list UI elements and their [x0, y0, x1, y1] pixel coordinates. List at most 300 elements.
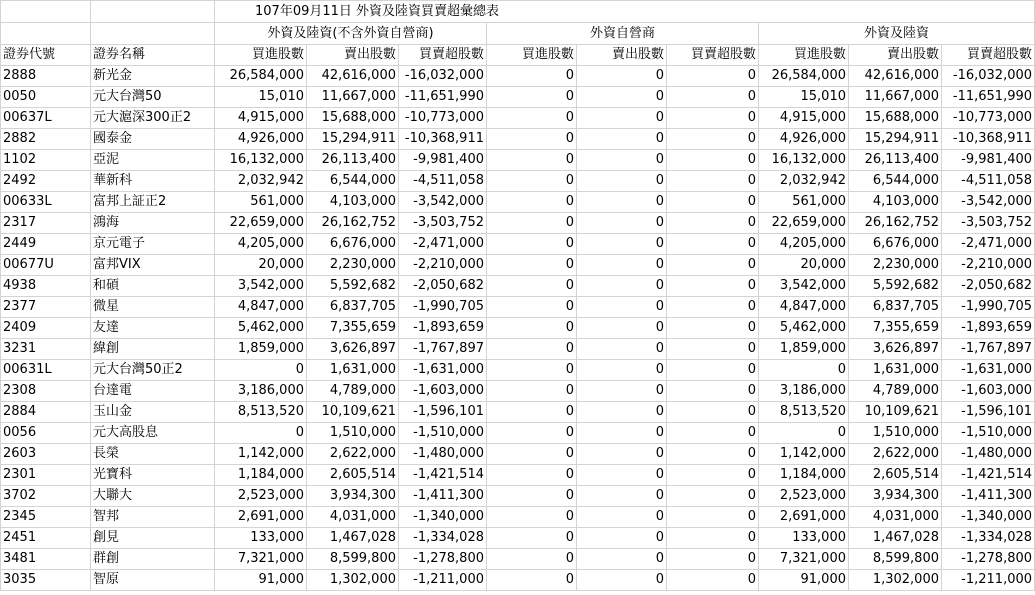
value-cell: -3,542,000 [942, 192, 1035, 213]
value-cell: -1,278,800 [942, 549, 1035, 570]
value-cell: 15,294,911 [307, 129, 399, 150]
stock-code-cell: 2345 [1, 507, 91, 528]
blank-cell [91, 1, 215, 23]
value-cell: 0 [667, 297, 759, 318]
value-cell: -1,767,897 [399, 339, 487, 360]
value-cell: -1,631,000 [942, 360, 1035, 381]
value-cell: 0 [667, 423, 759, 444]
stock-code-cell: 3702 [1, 486, 91, 507]
value-cell: 0 [667, 339, 759, 360]
value-cell: 0 [577, 276, 667, 297]
stock-code-cell: 3035 [1, 570, 91, 591]
value-cell: 0 [487, 360, 577, 381]
value-cell: 133,000 [759, 528, 849, 549]
value-cell: 0 [577, 255, 667, 276]
value-cell: -1,510,000 [942, 423, 1035, 444]
table-row [1, 150, 1035, 171]
stock-name-cell: 富邦VIX [91, 255, 215, 276]
value-cell: 42,616,000 [307, 66, 399, 87]
value-cell: -2,050,682 [399, 276, 487, 297]
table-row [1, 570, 1035, 591]
stock-name-cell: 台達電 [91, 381, 215, 402]
value-cell: 0 [487, 129, 577, 150]
table-row [1, 507, 1035, 528]
value-cell: 0 [487, 423, 577, 444]
table-row [1, 360, 1035, 381]
value-cell: 26,584,000 [215, 66, 307, 87]
value-cell: 91,000 [759, 570, 849, 591]
value-cell: 5,592,682 [307, 276, 399, 297]
value-cell: 0 [667, 528, 759, 549]
value-cell: 0 [667, 87, 759, 108]
value-cell: -1,411,300 [942, 486, 1035, 507]
value-cell: 0 [487, 108, 577, 129]
value-cell: 0 [487, 507, 577, 528]
value-cell: 0 [577, 549, 667, 570]
value-cell: 0 [667, 129, 759, 150]
value-cell: 26,113,400 [849, 150, 942, 171]
value-cell: 0 [577, 129, 667, 150]
value-cell: 0 [487, 66, 577, 87]
blank-cell [1, 1, 91, 23]
stock-name-cell: 和碩 [91, 276, 215, 297]
value-cell: -4,511,058 [942, 171, 1035, 192]
value-cell: 0 [215, 423, 307, 444]
value-cell: 10,109,621 [849, 402, 942, 423]
column-header: 證券名稱 [91, 45, 215, 66]
table-row [1, 255, 1035, 276]
stock-code-cell: 2882 [1, 129, 91, 150]
value-cell: 0 [487, 444, 577, 465]
table-row [1, 423, 1035, 444]
value-cell: 5,462,000 [759, 318, 849, 339]
value-cell: 0 [667, 402, 759, 423]
value-cell: 7,355,659 [849, 318, 942, 339]
blank-cell [1, 23, 91, 45]
value-cell: -1,596,101 [399, 402, 487, 423]
value-cell: -1,510,000 [399, 423, 487, 444]
stock-name-cell: 華新科 [91, 171, 215, 192]
value-cell: -3,542,000 [399, 192, 487, 213]
value-cell: 2,691,000 [759, 507, 849, 528]
value-cell: 0 [759, 360, 849, 381]
table-row [1, 549, 1035, 570]
value-cell: -10,773,000 [942, 108, 1035, 129]
value-cell: -1,893,659 [399, 318, 487, 339]
value-cell: 0 [487, 87, 577, 108]
table-row [1, 402, 1035, 423]
value-cell: -1,334,028 [399, 528, 487, 549]
stock-code-cell: 2377 [1, 297, 91, 318]
value-cell: 4,031,000 [849, 507, 942, 528]
value-cell: 20,000 [215, 255, 307, 276]
value-cell: 8,599,800 [307, 549, 399, 570]
table-row [1, 276, 1035, 297]
value-cell: 15,010 [759, 87, 849, 108]
value-cell: 15,294,911 [849, 129, 942, 150]
value-cell: -10,368,911 [399, 129, 487, 150]
value-cell: 0 [577, 318, 667, 339]
value-cell: 2,032,942 [215, 171, 307, 192]
value-cell: -1,211,000 [399, 570, 487, 591]
stock-code-cell: 2308 [1, 381, 91, 402]
value-cell: 0 [487, 486, 577, 507]
column-header: 證券代號 [1, 45, 91, 66]
value-cell: 0 [487, 297, 577, 318]
value-cell: -1,340,000 [399, 507, 487, 528]
value-cell: 1,302,000 [849, 570, 942, 591]
stock-name-cell: 智邦 [91, 507, 215, 528]
value-cell: 133,000 [215, 528, 307, 549]
stock-code-cell: 00637L [1, 108, 91, 129]
value-cell: -4,511,058 [399, 171, 487, 192]
value-cell: 0 [577, 507, 667, 528]
value-cell: 0 [577, 528, 667, 549]
value-cell: -3,503,752 [942, 213, 1035, 234]
value-cell: 3,542,000 [215, 276, 307, 297]
value-cell: -1,990,705 [399, 297, 487, 318]
value-cell: -1,411,300 [399, 486, 487, 507]
value-cell: 0 [487, 192, 577, 213]
value-cell: 16,132,000 [759, 150, 849, 171]
value-cell: 0 [577, 108, 667, 129]
stock-name-cell: 大聯大 [91, 486, 215, 507]
value-cell: 1,631,000 [307, 360, 399, 381]
value-cell: -2,210,000 [399, 255, 487, 276]
value-cell: 26,162,752 [849, 213, 942, 234]
value-cell: 0 [577, 297, 667, 318]
value-cell: 1,142,000 [215, 444, 307, 465]
value-cell: 4,789,000 [307, 381, 399, 402]
value-cell: 4,031,000 [307, 507, 399, 528]
table-row [1, 465, 1035, 486]
value-cell: 0 [667, 549, 759, 570]
value-cell: 16,132,000 [215, 150, 307, 171]
value-cell: 6,544,000 [849, 171, 942, 192]
stock-name-cell: 富邦上証正2 [91, 192, 215, 213]
value-cell: 0 [577, 444, 667, 465]
table-row [1, 339, 1035, 360]
value-cell: -1,990,705 [942, 297, 1035, 318]
stock-name-cell: 智原 [91, 570, 215, 591]
stock-code-cell: 2884 [1, 402, 91, 423]
value-cell: 0 [487, 381, 577, 402]
value-cell: 1,859,000 [759, 339, 849, 360]
value-cell: 3,626,897 [307, 339, 399, 360]
stock-name-cell: 元大台灣50正2 [91, 360, 215, 381]
value-cell: 1,510,000 [849, 423, 942, 444]
stock-code-cell: 2888 [1, 66, 91, 87]
value-cell: 2,691,000 [215, 507, 307, 528]
value-cell: 0 [577, 192, 667, 213]
value-cell: -1,421,514 [399, 465, 487, 486]
value-cell: 0 [759, 423, 849, 444]
value-cell: 0 [577, 423, 667, 444]
table-row [1, 129, 1035, 150]
table-row [1, 213, 1035, 234]
value-cell: 42,616,000 [849, 66, 942, 87]
value-cell: 10,109,621 [307, 402, 399, 423]
stock-name-cell: 創見 [91, 528, 215, 549]
value-cell: -1,603,000 [942, 381, 1035, 402]
value-cell: -10,773,000 [399, 108, 487, 129]
value-cell: 2,622,000 [849, 444, 942, 465]
stock-name-cell: 元大台灣50 [91, 87, 215, 108]
stock-code-cell: 00631L [1, 360, 91, 381]
value-cell: 4,847,000 [215, 297, 307, 318]
table-row [1, 234, 1035, 255]
value-cell: 0 [487, 528, 577, 549]
value-cell: -2,471,000 [399, 234, 487, 255]
table-row [1, 192, 1035, 213]
stock-name-cell: 長榮 [91, 444, 215, 465]
table-title: 107年09月11日 外資及陸資買賣超彙總表 [215, 1, 1035, 23]
value-cell: 26,584,000 [759, 66, 849, 87]
value-cell: 0 [487, 549, 577, 570]
group-header-foreign-dealer: 外資自營商 [487, 23, 759, 45]
value-cell: 5,592,682 [849, 276, 942, 297]
stock-code-cell: 2451 [1, 528, 91, 549]
value-cell: 22,659,000 [759, 213, 849, 234]
value-cell: 0 [667, 465, 759, 486]
column-header: 買進股數 [487, 45, 577, 66]
value-cell: 4,926,000 [215, 129, 307, 150]
value-cell: -11,651,990 [399, 87, 487, 108]
stock-code-cell: 2317 [1, 213, 91, 234]
stock-name-cell: 群創 [91, 549, 215, 570]
value-cell: 4,205,000 [215, 234, 307, 255]
stock-name-cell: 友達 [91, 318, 215, 339]
value-cell: 7,355,659 [307, 318, 399, 339]
value-cell: -2,210,000 [942, 255, 1035, 276]
value-cell: 3,626,897 [849, 339, 942, 360]
value-cell: 0 [667, 381, 759, 402]
value-cell: 4,915,000 [759, 108, 849, 129]
value-cell: 0 [577, 87, 667, 108]
stock-name-cell: 緯創 [91, 339, 215, 360]
value-cell: 0 [577, 339, 667, 360]
column-header: 買進股數 [215, 45, 307, 66]
value-cell: 0 [667, 360, 759, 381]
table-row [1, 108, 1035, 129]
stock-code-cell: 0056 [1, 423, 91, 444]
stock-name-cell: 元大滬深300正2 [91, 108, 215, 129]
value-cell: 0 [577, 234, 667, 255]
stock-name-cell: 微星 [91, 297, 215, 318]
value-cell: 2,605,514 [849, 465, 942, 486]
value-cell: 0 [487, 276, 577, 297]
table-row [1, 66, 1035, 87]
value-cell: 0 [487, 318, 577, 339]
table-row [1, 528, 1035, 549]
value-cell: 3,186,000 [759, 381, 849, 402]
value-cell: -1,893,659 [942, 318, 1035, 339]
value-cell: 561,000 [215, 192, 307, 213]
value-cell: 3,542,000 [759, 276, 849, 297]
stock-code-cell: 2449 [1, 234, 91, 255]
value-cell: 0 [667, 318, 759, 339]
column-header-row [1, 45, 1035, 66]
value-cell: -16,032,000 [942, 66, 1035, 87]
value-cell: 4,205,000 [759, 234, 849, 255]
value-cell: 6,676,000 [307, 234, 399, 255]
value-cell: 0 [487, 234, 577, 255]
value-cell: 7,321,000 [759, 549, 849, 570]
value-cell: 1,467,028 [307, 528, 399, 549]
stock-code-cell: 1102 [1, 150, 91, 171]
stock-code-cell: 00677U [1, 255, 91, 276]
table-row [1, 87, 1035, 108]
value-cell: 26,162,752 [307, 213, 399, 234]
value-cell: -3,503,752 [399, 213, 487, 234]
column-header: 賣出股數 [849, 45, 942, 66]
stock-name-cell: 新光金 [91, 66, 215, 87]
value-cell: 0 [577, 402, 667, 423]
value-cell: 0 [667, 171, 759, 192]
value-cell: 1,510,000 [307, 423, 399, 444]
value-cell: 0 [577, 465, 667, 486]
stock-name-cell: 京元電子 [91, 234, 215, 255]
value-cell: 561,000 [759, 192, 849, 213]
value-cell: 5,462,000 [215, 318, 307, 339]
stock-name-cell: 玉山金 [91, 402, 215, 423]
value-cell: 0 [577, 486, 667, 507]
stock-code-cell: 4938 [1, 276, 91, 297]
value-cell: 0 [487, 465, 577, 486]
value-cell: 0 [487, 570, 577, 591]
value-cell: -2,050,682 [942, 276, 1035, 297]
value-cell: 3,934,300 [307, 486, 399, 507]
value-cell: 0 [487, 171, 577, 192]
value-cell: 1,631,000 [849, 360, 942, 381]
value-cell: 0 [667, 486, 759, 507]
column-header: 賣出股數 [577, 45, 667, 66]
value-cell: 6,544,000 [307, 171, 399, 192]
value-cell: 0 [577, 213, 667, 234]
value-cell: 0 [667, 570, 759, 591]
value-cell: 0 [667, 66, 759, 87]
value-cell: 2,230,000 [307, 255, 399, 276]
value-cell: -1,340,000 [942, 507, 1035, 528]
value-cell: 0 [577, 66, 667, 87]
value-cell: 0 [487, 213, 577, 234]
value-cell: -9,981,400 [942, 150, 1035, 171]
value-cell: 1,184,000 [759, 465, 849, 486]
value-cell: 3,186,000 [215, 381, 307, 402]
value-cell: 0 [667, 507, 759, 528]
column-header: 買賣超股數 [399, 45, 487, 66]
value-cell: 15,688,000 [849, 108, 942, 129]
value-cell: 8,599,800 [849, 549, 942, 570]
value-cell: 91,000 [215, 570, 307, 591]
value-cell: 4,847,000 [759, 297, 849, 318]
value-cell: 15,688,000 [307, 108, 399, 129]
value-cell: 8,513,520 [759, 402, 849, 423]
column-header: 買進股數 [759, 45, 849, 66]
value-cell: 1,302,000 [307, 570, 399, 591]
stock-code-cell: 2492 [1, 171, 91, 192]
stock-code-cell: 3231 [1, 339, 91, 360]
value-cell: 0 [577, 360, 667, 381]
stock-name-cell: 元大高股息 [91, 423, 215, 444]
value-cell: 15,010 [215, 87, 307, 108]
value-cell: 1,184,000 [215, 465, 307, 486]
table-row [1, 381, 1035, 402]
value-cell: 4,926,000 [759, 129, 849, 150]
value-cell: 11,667,000 [307, 87, 399, 108]
value-cell: 6,837,705 [307, 297, 399, 318]
column-header: 賣出股數 [307, 45, 399, 66]
value-cell: -1,767,897 [942, 339, 1035, 360]
table-row [1, 318, 1035, 339]
value-cell: -1,480,000 [399, 444, 487, 465]
table-row [1, 486, 1035, 507]
value-cell: 3,934,300 [849, 486, 942, 507]
stock-name-cell: 國泰金 [91, 129, 215, 150]
value-cell: 2,605,514 [307, 465, 399, 486]
value-cell: 0 [487, 150, 577, 171]
value-cell: 0 [667, 234, 759, 255]
value-cell: 0 [487, 402, 577, 423]
group-header-foreign-ex-dealer: 外資及陸資(不含外資自營商) [215, 23, 487, 45]
value-cell: 1,142,000 [759, 444, 849, 465]
value-cell: 0 [577, 150, 667, 171]
value-cell: 2,523,000 [215, 486, 307, 507]
value-cell: 20,000 [759, 255, 849, 276]
value-cell: -1,480,000 [942, 444, 1035, 465]
value-cell: 0 [577, 171, 667, 192]
value-cell: -1,631,000 [399, 360, 487, 381]
value-cell: 0 [215, 360, 307, 381]
stock-code-cell: 00633L [1, 192, 91, 213]
value-cell: -1,211,000 [942, 570, 1035, 591]
table-row [1, 171, 1035, 192]
stock-name-cell: 鴻海 [91, 213, 215, 234]
value-cell: -1,596,101 [942, 402, 1035, 423]
value-cell: 2,622,000 [307, 444, 399, 465]
value-cell: 0 [487, 255, 577, 276]
value-cell: 8,513,520 [215, 402, 307, 423]
value-cell: -2,471,000 [942, 234, 1035, 255]
stock-name-cell: 光寶科 [91, 465, 215, 486]
value-cell: -16,032,000 [399, 66, 487, 87]
value-cell: 0 [667, 108, 759, 129]
value-cell: -9,981,400 [399, 150, 487, 171]
stock-code-cell: 2409 [1, 318, 91, 339]
value-cell: 22,659,000 [215, 213, 307, 234]
value-cell: 2,523,000 [759, 486, 849, 507]
value-cell: 11,667,000 [849, 87, 942, 108]
stock-code-cell: 2301 [1, 465, 91, 486]
value-cell: 6,676,000 [849, 234, 942, 255]
stock-code-cell: 3481 [1, 549, 91, 570]
value-cell: -1,421,514 [942, 465, 1035, 486]
value-cell: 0 [487, 339, 577, 360]
value-cell: 26,113,400 [307, 150, 399, 171]
value-cell: 0 [577, 570, 667, 591]
value-cell: 2,230,000 [849, 255, 942, 276]
column-header: 買賣超股數 [942, 45, 1035, 66]
value-cell: 7,321,000 [215, 549, 307, 570]
stock-code-cell: 0050 [1, 87, 91, 108]
value-cell: 4,915,000 [215, 108, 307, 129]
value-cell: 0 [667, 213, 759, 234]
group-header-foreign-total: 外資及陸資 [759, 23, 1035, 45]
value-cell: 1,859,000 [215, 339, 307, 360]
value-cell: 4,789,000 [849, 381, 942, 402]
table-row [1, 297, 1035, 318]
value-cell: 0 [667, 276, 759, 297]
